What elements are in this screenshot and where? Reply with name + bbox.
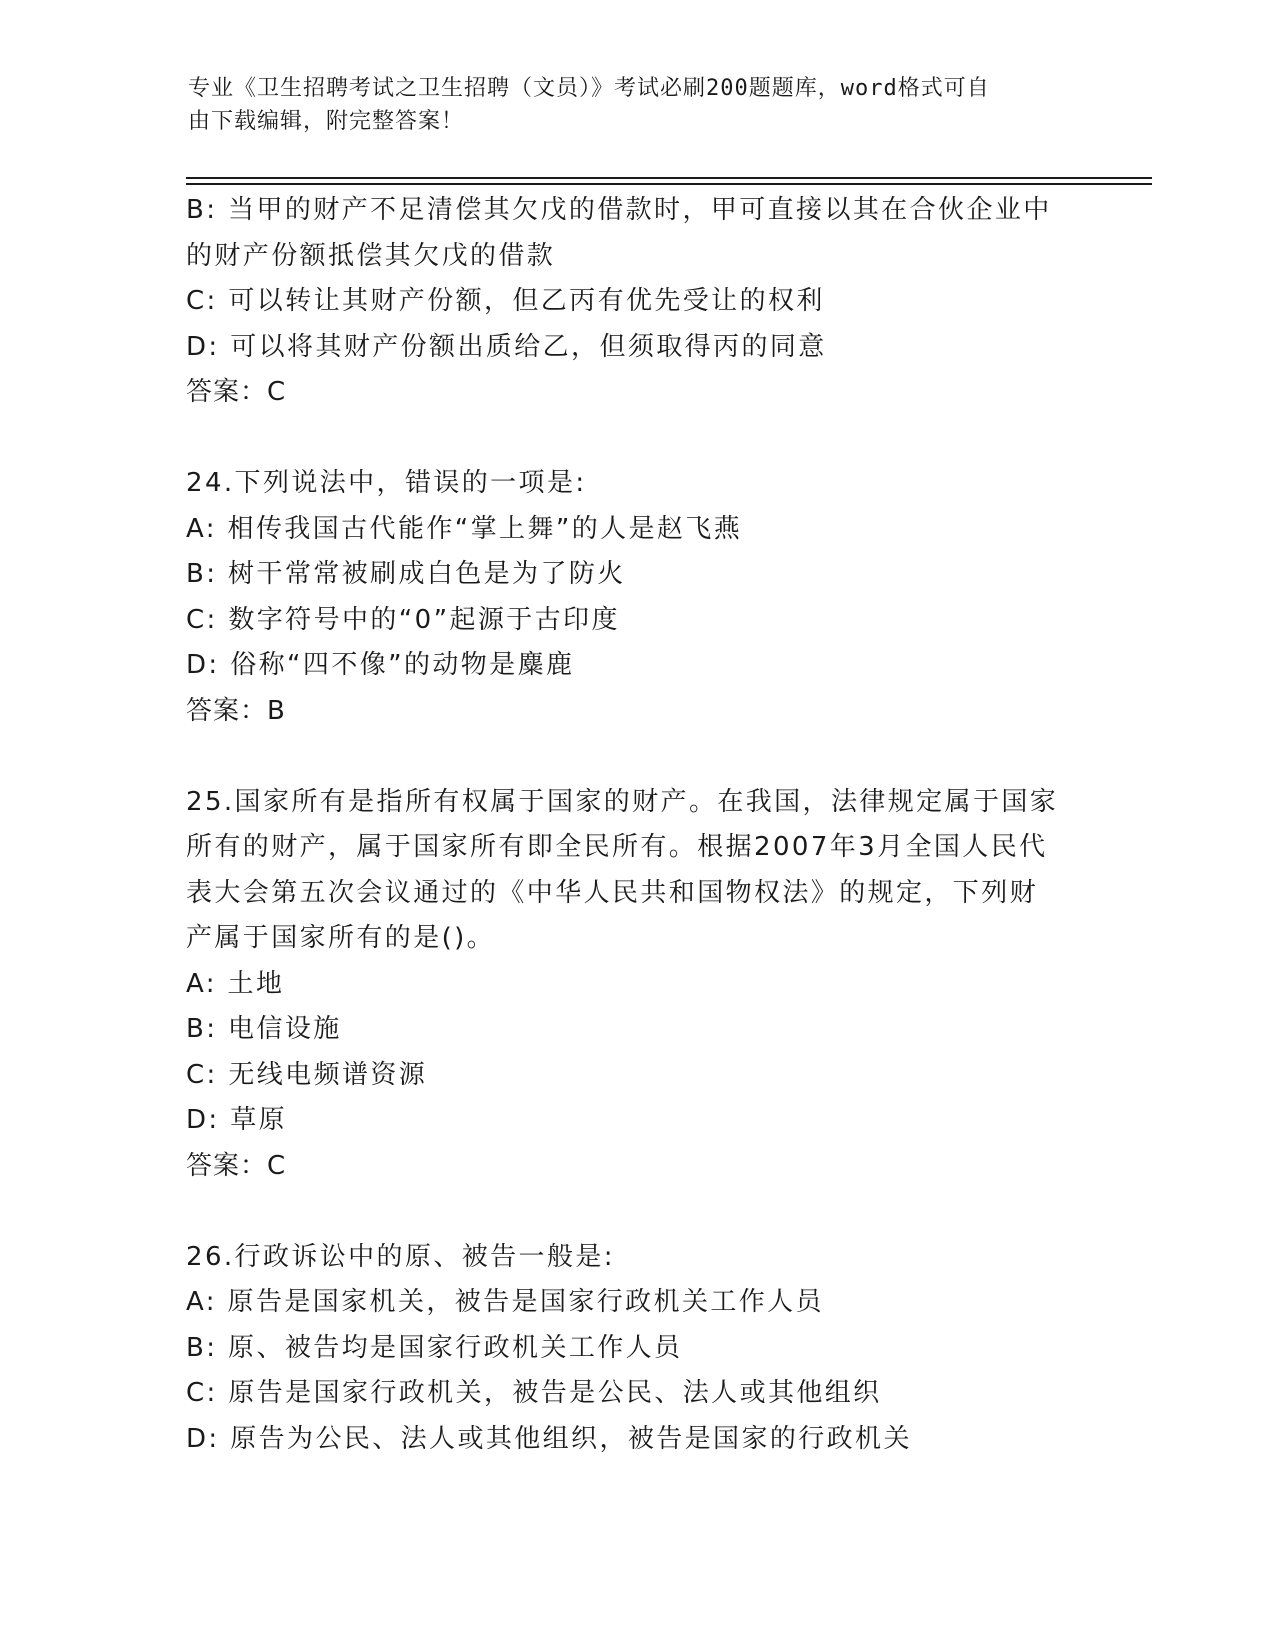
question-block-continued — [186, 188, 1086, 416]
question-stem-line-2: 所有的财产，属于国家所有即全民所有。根据2007年3月全国人民代 — [186, 832, 1048, 862]
option-c: C: 可以转让其财产份额，但乙丙有优先受让的权利 — [186, 286, 825, 316]
question-stem: 26.行政诉讼中的原、被告一般是: — [186, 1241, 615, 1272]
option-c: C: 原告是国家行政机关，被告是公民、法人或其他组织 — [186, 1378, 882, 1408]
header-divider-top — [186, 177, 1152, 179]
answer: 答案：C — [186, 1150, 287, 1181]
header-title-line-2: 由下载编辑，附完整答案！ — [188, 109, 465, 134]
option-a: A: 相传我国古代能作“掌上舞”的人是赵飞燕 — [186, 513, 743, 544]
answer: 答案：B — [186, 695, 286, 726]
option-b-line-1: B: 当甲的财产不足清偿其欠戊的借款时，甲可直接以其在合伙企业中 — [186, 195, 1052, 225]
option-a: A: 原告是国家机关，被告是国家行政机关工作人员 — [186, 1287, 824, 1317]
option-b: B: 原、被告均是国家行政机关工作人员 — [186, 1332, 683, 1363]
spacer — [186, 1189, 1086, 1235]
question-list — [186, 188, 1086, 1462]
option-c: C: 数字符号中的“0”起源于古印度 — [186, 604, 620, 635]
option-d: D: 可以将其财产份额出质给乙，但须取得丙的同意 — [186, 331, 827, 362]
answer: 答案：C — [186, 377, 287, 407]
option-a: A: 土地 — [186, 968, 285, 999]
option-d: D: 俗称“四不像”的动物是麋鹿 — [186, 650, 575, 680]
question-block-26 — [186, 1235, 1086, 1463]
option-d: D: 原告为公民、法人或其他组织，被告是国家的行政机关 — [186, 1423, 912, 1454]
document-header — [188, 72, 1068, 138]
question-stem-line-1: 25.国家所有是指所有权属于国家的财产。在我国，法律规定属于国家 — [186, 786, 1059, 817]
spacer — [186, 416, 1086, 462]
option-b: B: 电信设施 — [186, 1014, 342, 1044]
header-title-line-1: 专业《卫生招聘考试之卫生招聘（文员）》考试必刷200题题库，word格式可自 — [188, 76, 990, 101]
question-stem-line-4: 产属于国家所有的是()。 — [186, 923, 496, 953]
option-d: D: 草原 — [186, 1105, 288, 1135]
question-block-25 — [186, 780, 1086, 1190]
option-c: C: 无线电频谱资源 — [186, 1059, 428, 1090]
spacer — [186, 734, 1086, 780]
question-block-24 — [186, 461, 1086, 734]
question-stem-line-3: 表大会第五次会议通过的《中华人民共和国物权法》的规定，下列财 — [186, 877, 1039, 908]
option-b: B: 树干常常被刷成白色是为了防火 — [186, 559, 626, 589]
header-divider-bottom — [186, 183, 1152, 185]
question-stem: 24.下列说法中，错误的一项是: — [186, 468, 587, 498]
option-b-line-2: 的财产份额抵偿其欠戊的借款 — [186, 240, 556, 271]
